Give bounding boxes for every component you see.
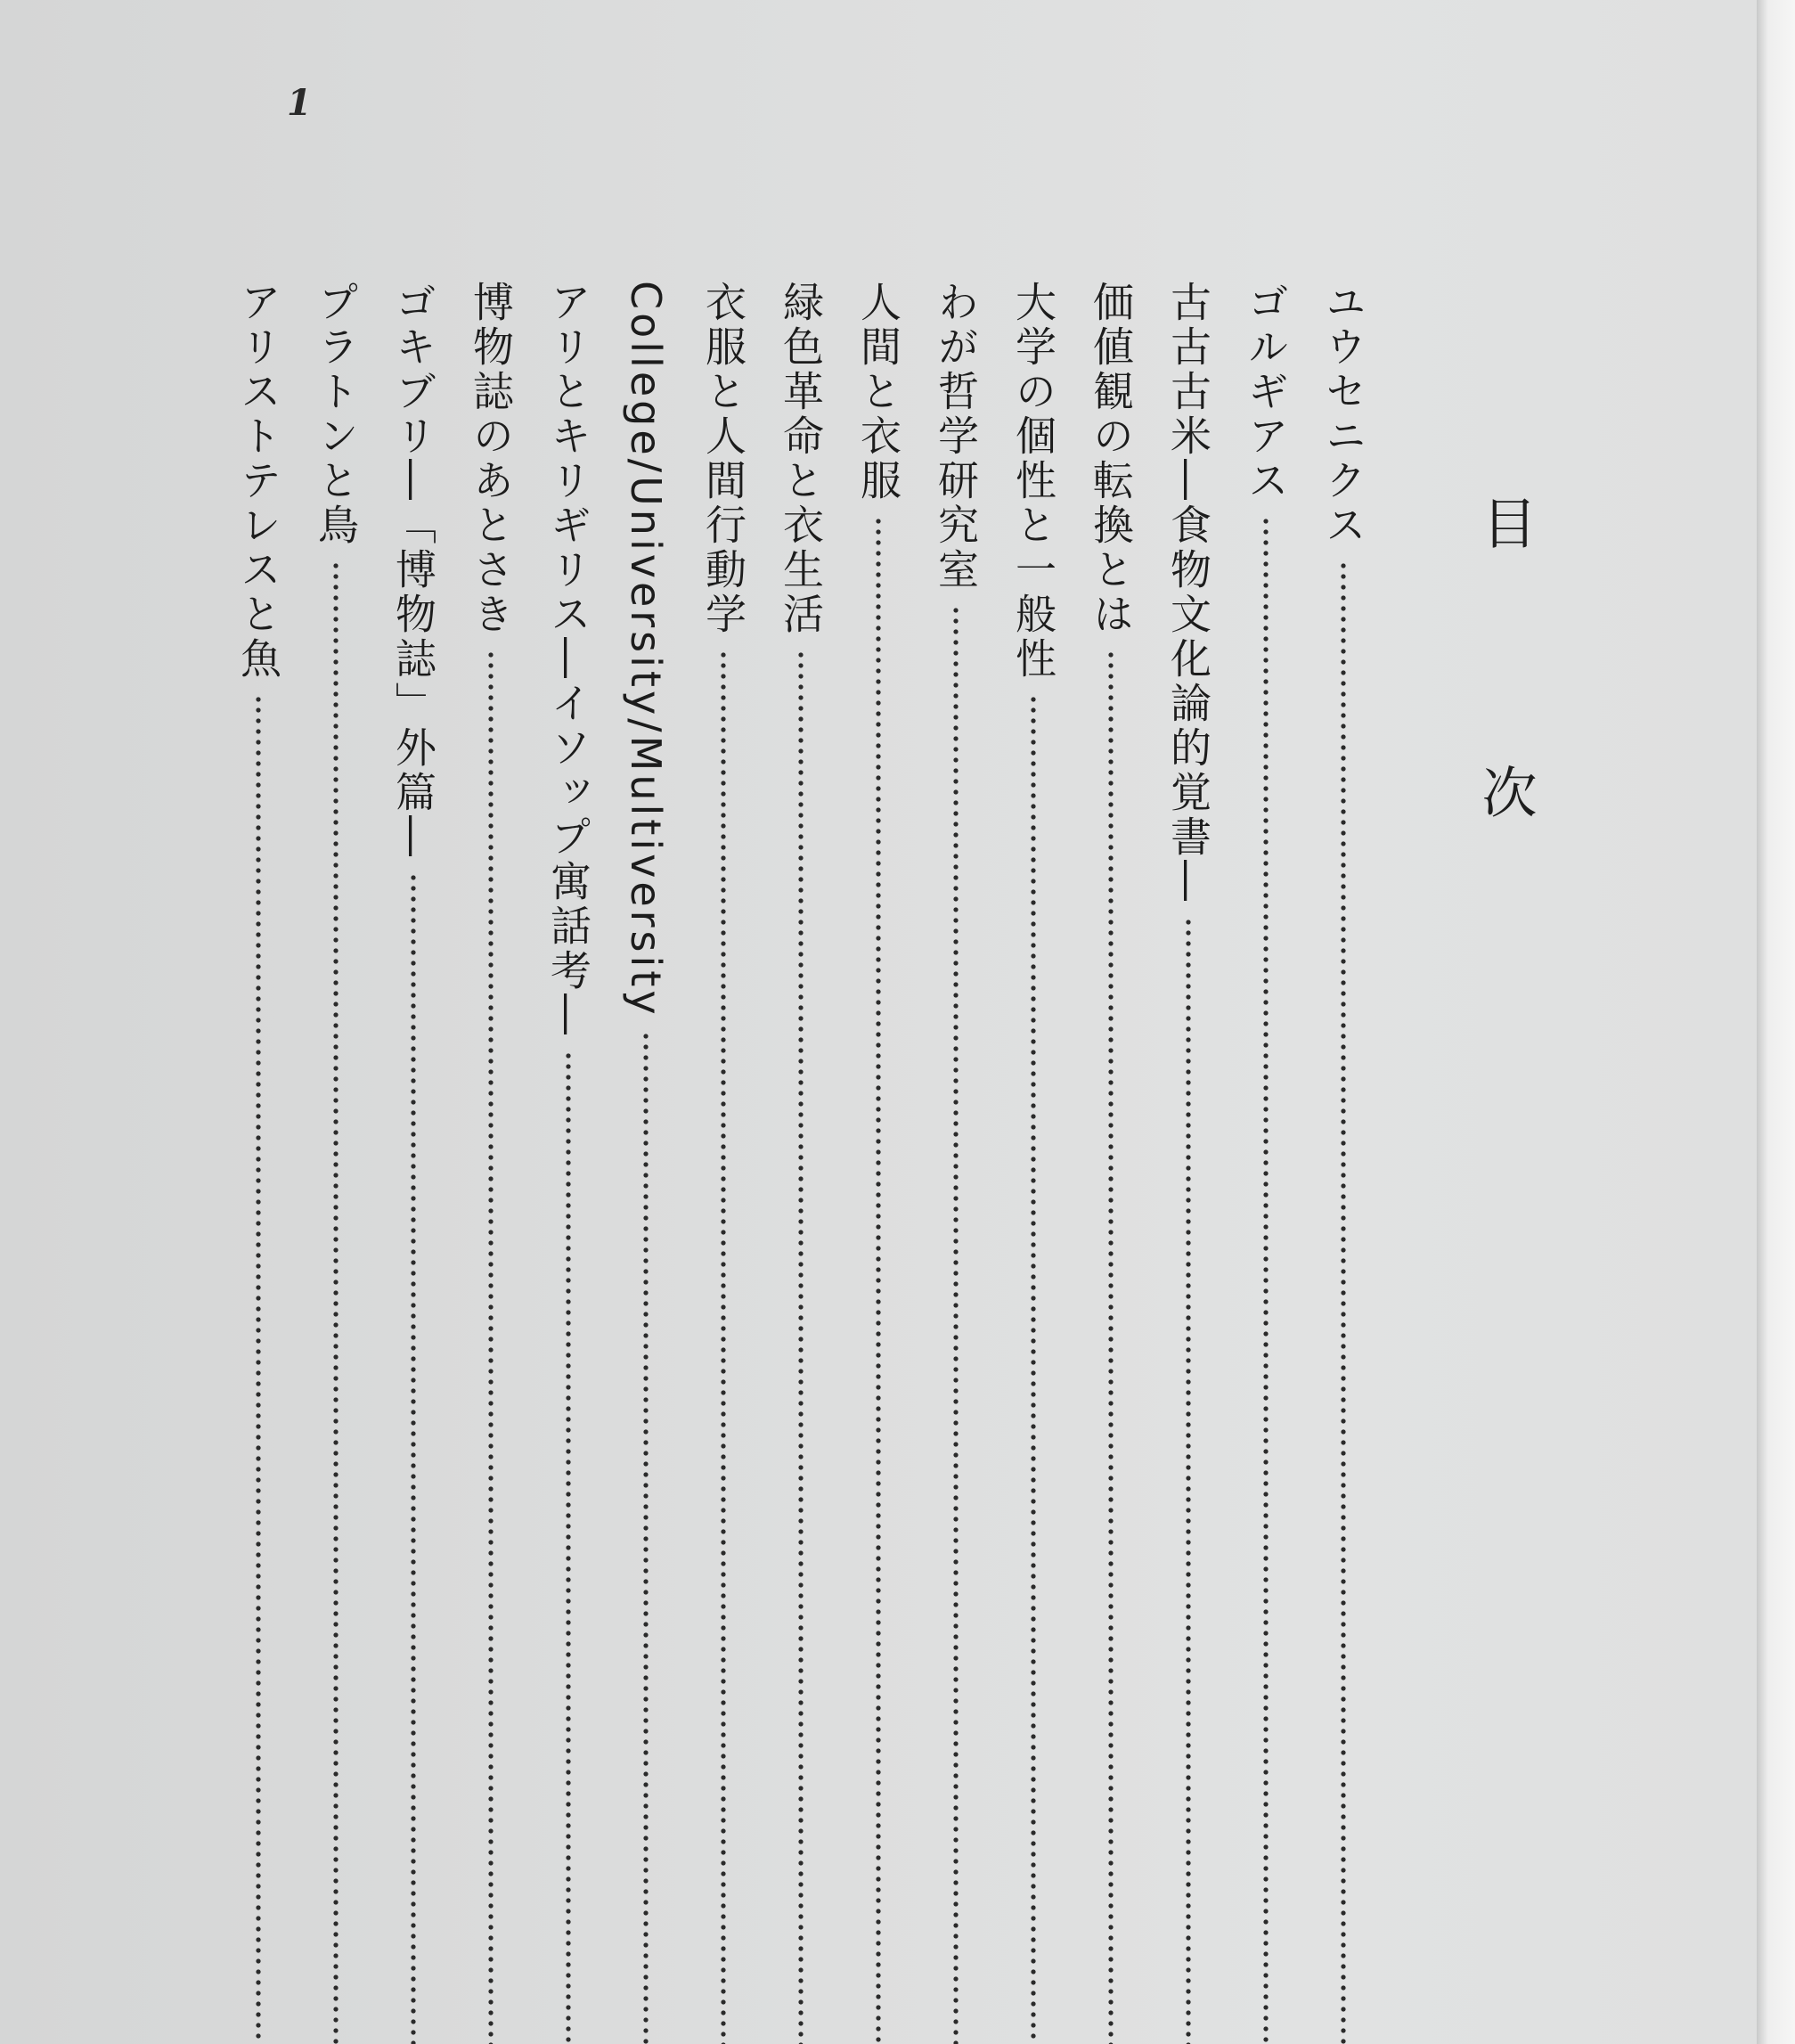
toc-entry-label: 博物誌のあとさき bbox=[467, 281, 515, 637]
toc-entry-university-individuality bbox=[1007, 281, 1060, 2044]
toc-entry-label: 人間と衣服 bbox=[854, 281, 902, 503]
toc-entry-green-revolution bbox=[774, 281, 828, 2044]
toc-entry-human-clothing bbox=[852, 281, 905, 2044]
toc-entries bbox=[0, 281, 1757, 2044]
toc-entry-label: ゴルギアス bbox=[1242, 281, 1290, 503]
toc-entry-label: College/University/Multiversity bbox=[622, 281, 670, 1018]
page-number: 1 bbox=[287, 82, 312, 124]
toc-entry-plato-birds bbox=[309, 281, 363, 2044]
dot-leader bbox=[876, 516, 881, 2044]
toc-entry-label: アリストテレスと魚 bbox=[234, 281, 282, 682]
toc-entry-label: ユウセニクス bbox=[1319, 281, 1367, 548]
dot-leader bbox=[798, 650, 804, 2044]
toc-entry-values bbox=[1084, 281, 1138, 2044]
toc-entry-old-rice bbox=[1162, 281, 1215, 2044]
toc-entry-eugenics bbox=[1317, 281, 1370, 2044]
dot-leader bbox=[1263, 516, 1269, 2044]
toc-title: 目 次 bbox=[1473, 495, 1538, 917]
toc-entry-label: 衣服と人間行動学 bbox=[699, 281, 747, 637]
toc-entry-gorgias bbox=[1239, 281, 1293, 2044]
toc-entry-label: プラトンと鳥 bbox=[312, 281, 360, 548]
dot-leader bbox=[721, 650, 726, 2044]
toc-entry-natural-history bbox=[464, 281, 518, 2044]
dot-leader bbox=[1341, 560, 1346, 2044]
dot-leader bbox=[566, 1051, 571, 2044]
toc-entry-cockroach bbox=[387, 281, 440, 2044]
toc-entry-label: 大学の個性と一般性 bbox=[1009, 281, 1057, 682]
toc-entry-label: わが哲学研究室 bbox=[932, 281, 980, 593]
toc-entry-clothing-behavior bbox=[697, 281, 750, 2044]
dot-leader bbox=[411, 872, 416, 2044]
dot-leader bbox=[488, 650, 494, 2044]
dot-leader bbox=[643, 1031, 649, 2044]
dot-leader bbox=[1031, 694, 1036, 2044]
dot-leader bbox=[1186, 917, 1191, 2044]
dot-leader bbox=[256, 694, 261, 2044]
toc-entry-label: ゴキブリ―「博物誌」外篇― bbox=[389, 281, 437, 860]
toc-entry-philosophy-lab bbox=[929, 281, 983, 2044]
dot-leader bbox=[953, 605, 959, 2044]
toc-entry-label: 古古古米―食物文化論的覚書― bbox=[1164, 281, 1212, 904]
dot-leader bbox=[1108, 650, 1114, 2044]
toc-entry-ant-grasshopper bbox=[542, 281, 595, 2044]
toc-entry-college-university bbox=[619, 281, 673, 2044]
toc-entry-label: アリとキリギリス―イソップ寓話考― bbox=[544, 281, 592, 1038]
page-edge bbox=[1757, 0, 1795, 2044]
toc-entry-label: 価値観の転換とは bbox=[1087, 281, 1135, 637]
toc-entry-aristotle-fish bbox=[232, 281, 285, 2044]
toc-entry-label: 緑色革命と衣生活 bbox=[777, 281, 825, 637]
dot-leader bbox=[333, 560, 339, 2044]
